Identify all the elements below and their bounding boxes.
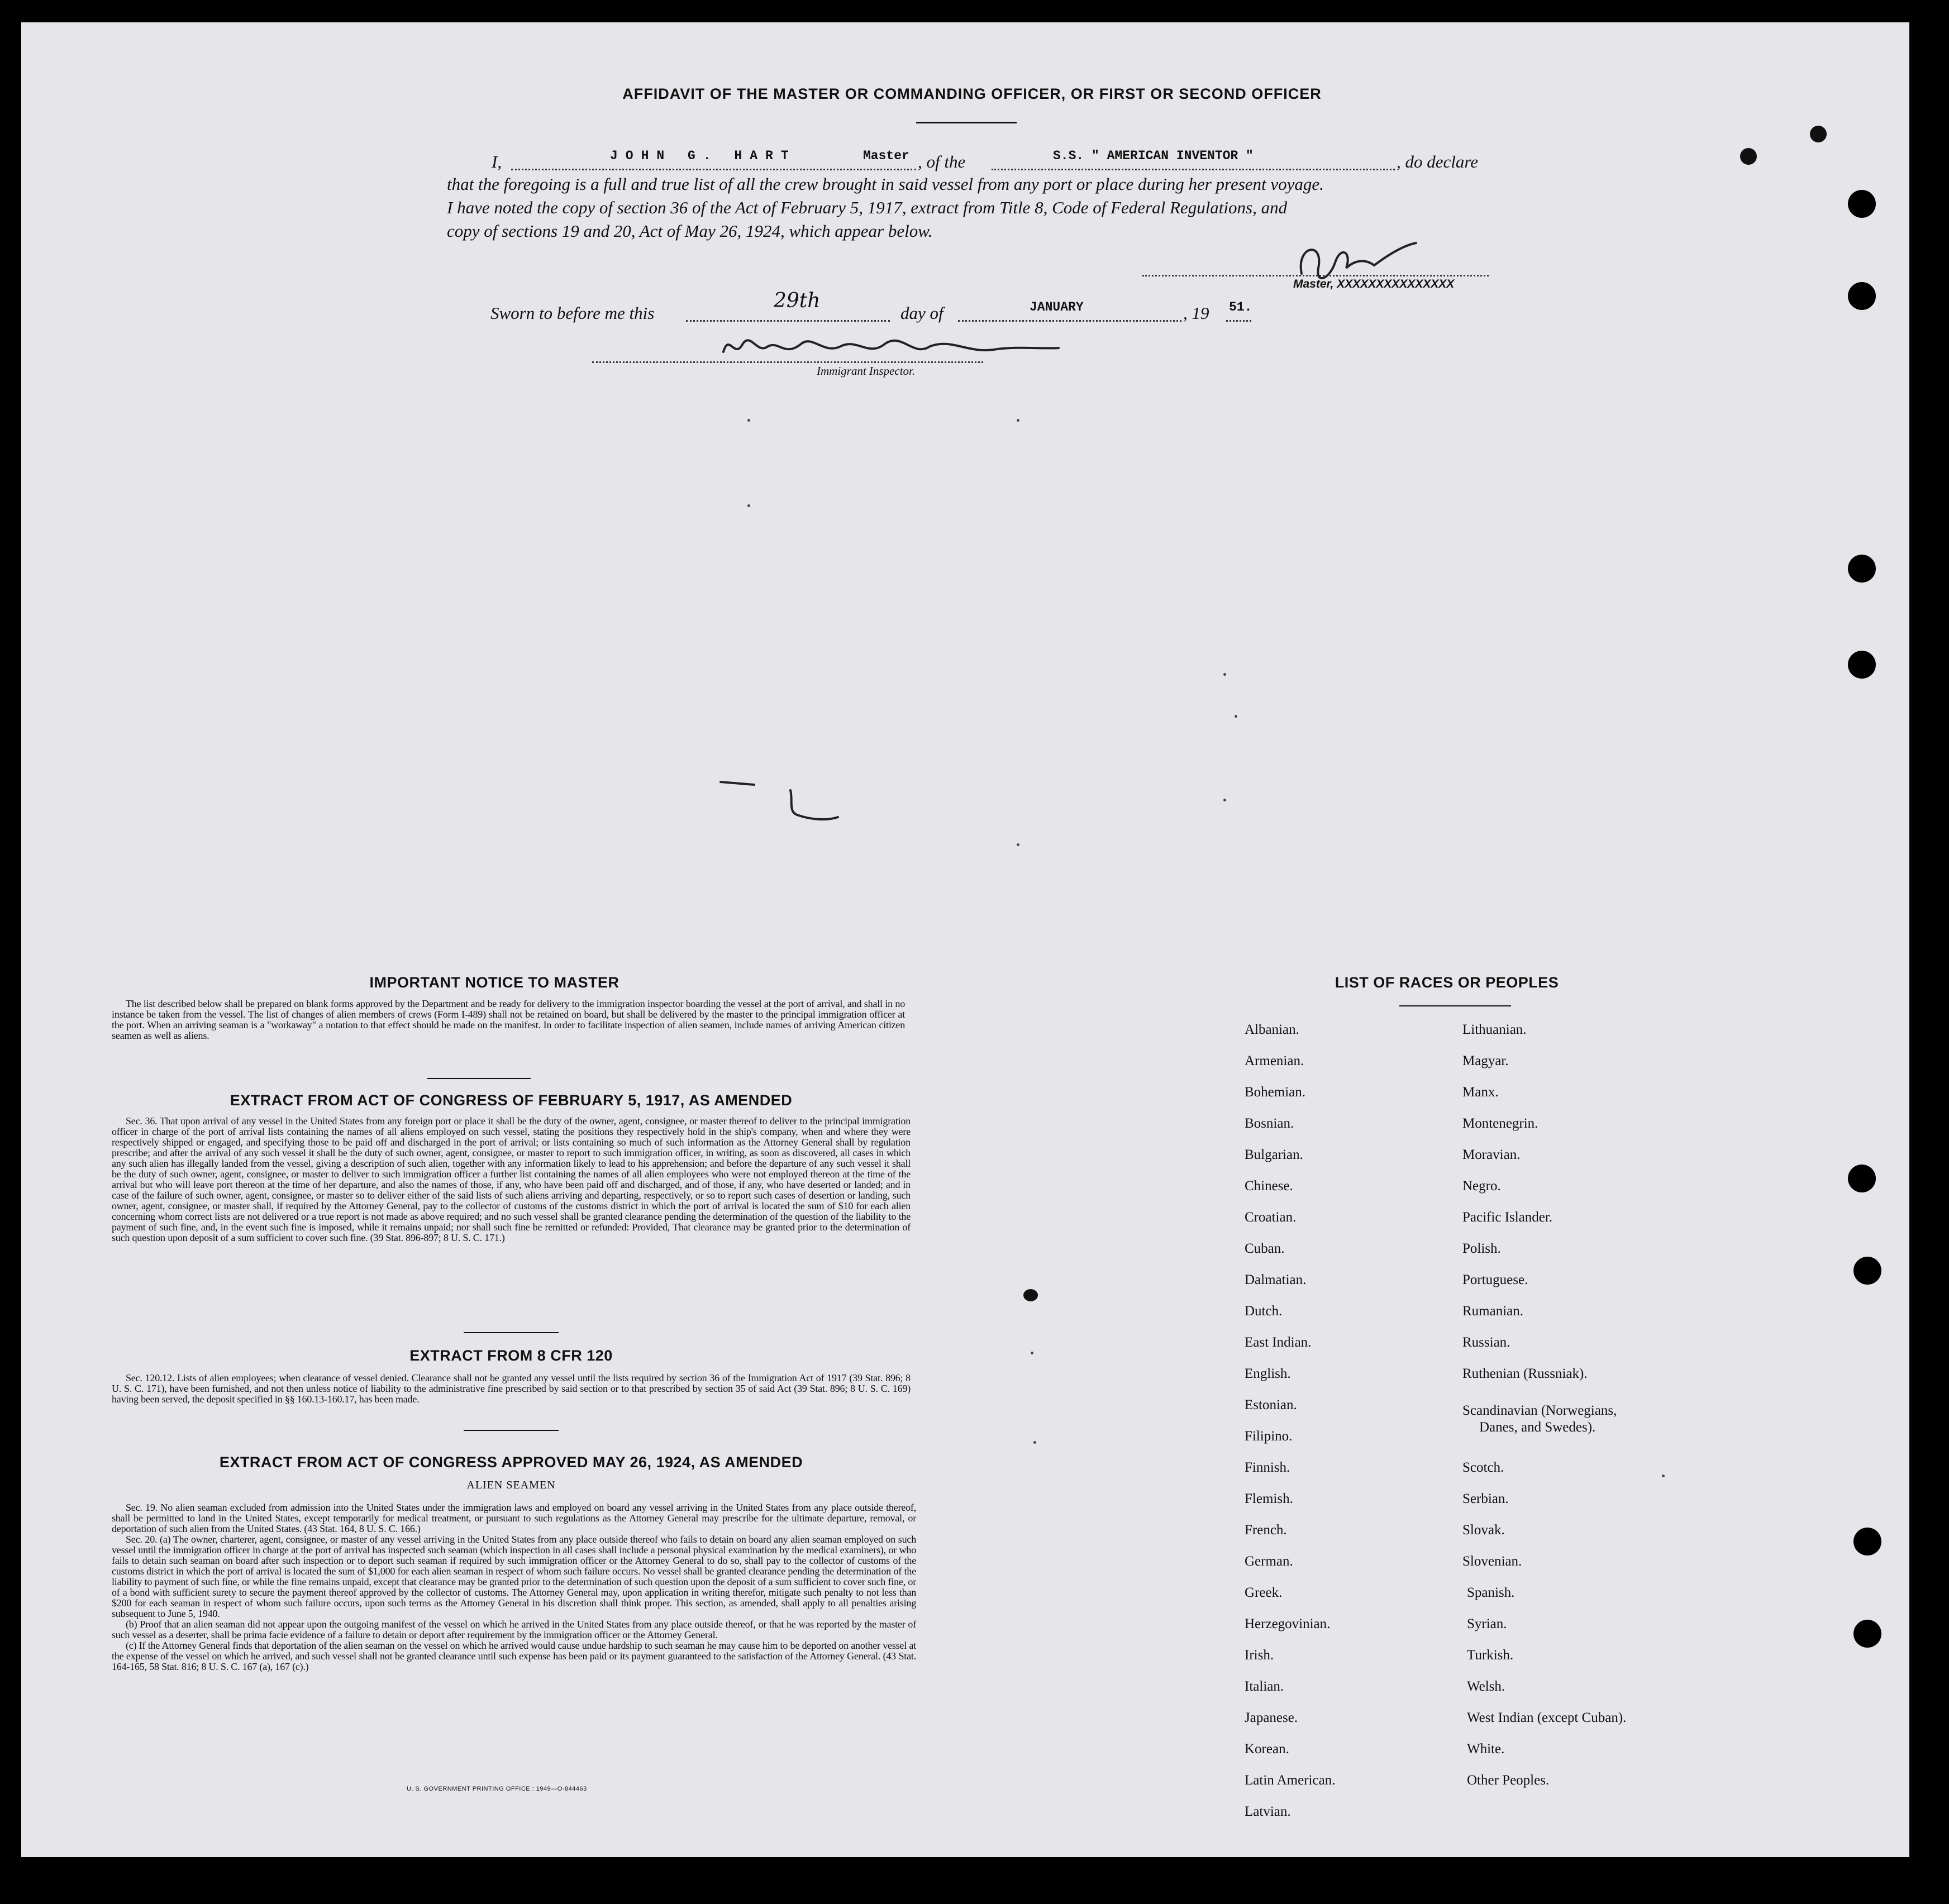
day-of-label: day of xyxy=(900,303,943,323)
race-item: Albanian. xyxy=(1245,1022,1299,1037)
column-dot xyxy=(1017,843,1019,846)
notice-title: IMPORTANT NOTICE TO MASTER xyxy=(369,974,620,991)
column-dot xyxy=(1223,673,1226,676)
extract-1924-paragraph: Sec. 20. (a) The owner, charterer, agent, consignee, or master of any vessel arriving in the United States from any place outside thereof who fails to detain on board any alien seaman employed on such vessel until the immigration officer in charge at the port of arrival has inspected such seaman (which inspection in all cases shall include a personal physical examination by the medical examiners), or who fails to detain such seaman on board after such inspection or to deport such seaman if required by such immigration officer or the Attorney General to do so, shall pay to the collector of customs of the customs district in which the port of arrival is located the sum of $1,000 for each alien seaman in respect of whom such failure occurs. No vessel shall be granted clearance pending the determination of the liability to payment of such fine, or while the fine remains unpaid, except that clearance may be granted prior to the determination of such question upon the deposit of a sum sufficient to cover such fine, or of a bond with sufficient surety to secure the payment thereof approved by the collector of customs. The Attorney General may, upon application in writing therefor, mitigate such penalty to not less than $200 for each seaman in respect of whom such failure occurs, upon such terms as the Attorney General in his discretion shall think proper. This section, as amended, shall apply to all penalties arising subsequent to June 5, 1940. xyxy=(112,1534,916,1619)
race-item: Latin American. xyxy=(1245,1773,1336,1788)
punch-hole xyxy=(1853,1257,1881,1285)
race-item: Moravian. xyxy=(1462,1147,1521,1162)
master-rank: Master xyxy=(863,149,909,163)
race-item: Bosnian. xyxy=(1245,1116,1294,1131)
race-item: Other Peoples. xyxy=(1467,1773,1550,1788)
race-item: Welsh. xyxy=(1467,1679,1505,1694)
race-item: Herzegovinian. xyxy=(1245,1616,1331,1631)
race-item: Lithuanian. xyxy=(1462,1022,1527,1037)
punch-hole xyxy=(1853,1620,1881,1648)
race-item: Bulgarian. xyxy=(1245,1147,1303,1162)
punch-hole xyxy=(1848,651,1876,679)
race-item: Scotch. xyxy=(1462,1460,1504,1475)
extract-1924-paragraph: (c) If the Attorney General finds that deportation of the alien seaman on the vessel on which he arrived would cause undue hardship to such seaman he may cause him to be deported on another vessel at the expense of the vessel on which he arrived, and such vessel shall not be granted clearance until such expense has been paid or its payment guaranteed to the satisfaction of the Attorney General. (43 Stat. 164-165, 58 Stat. 816; 8 U. S. C. 167 (a), 167 (c).) xyxy=(112,1640,916,1672)
do-declare-label: , do declare xyxy=(1397,152,1479,171)
race-item: German. xyxy=(1245,1554,1293,1569)
ink-mark xyxy=(1740,148,1757,165)
race-item: Korean. xyxy=(1245,1741,1289,1757)
race-item: Finnish. xyxy=(1245,1460,1290,1475)
race-item: Montenegrin. xyxy=(1462,1116,1538,1131)
race-item: Syrian. xyxy=(1467,1616,1507,1631)
notice-text xyxy=(112,999,905,1041)
inspector-signature xyxy=(718,327,1064,366)
race-item: Pacific Islander. xyxy=(1462,1210,1553,1225)
column-dot xyxy=(1017,419,1019,422)
inspector-caption: Immigrant Inspector. xyxy=(817,364,916,378)
race-item: Serbian. xyxy=(1462,1491,1509,1506)
races-divider xyxy=(1399,1005,1511,1006)
race-item: Turkish. xyxy=(1467,1648,1514,1663)
race-item: Portuguese. xyxy=(1462,1272,1528,1287)
extract-cfr-paragraph: Sec. 120.12. Lists of alien employees; when clearance of vessel denied. Clearance shall not be granted any vessel until the lists required by section 36 of the Immigration Act of 1917 (39 Stat. 896; 8 U. S. C. 171), have been furnished, and not then unless notice of liability to the administrative fine prescribed by said section or to that prescribed by section 35 of said Act (39 Stat. 896; 8 U. S. C. 169) having been served, the deposit specified in §§ 160.13-160.17, has been made. xyxy=(112,1372,911,1405)
extract-1917-paragraph: Sec. 36. That upon arrival of any vessel in the United States from any foreign port or place it shall be the duty of the owner, agent, consignee, or master thereof to deliver to the principal immigration officer in charge of the port of arrival lists containing the names of all aliens employed on such vessel, stating the positions they respectively hold in the ship's company, when and where they were respectively shipped or engaged, and specifying those to be paid off and discharged in the port of arrival; or lists containing so much of such information as the Attorney General shall by regulation prescribe; and after the arrival of any such vessel it shall be the duty of such owner, agent, consignee, or master to report to such immigration officer, in writing, as soon as discovered, all cases in which any such alien has illegally landed from the vessel, giving a description of such alien, together with any information likely to lead to his apprehension; and before the departure of any such vessel it shall be the duty of such owner, agent, consignee, or master to deliver to such immigration officer a further list containing the names of all alien employees who were not employed thereon at the time of the arrival but who will leave port thereon at the time of her departure, and also the names of those, if any, who have been paid off and discharged, and of those, if any, who have deserted or landed; and in case of the failure of such owner, agent, consignee, or master so to deliver either of the said lists of such aliens arriving and departing, respectively, or so to report such cases of desertion or landing, such owner, agent, consignee, or master shall, if required by the Attorney General, pay to the collector of customs of the customs district in which the port of arrival is located the sum of $10 for each alien concerning whom correct lists are not delivered or a true report is not made as above required; and no such vessel shall be granted clearance pending the determination of the question of the liability to the payment of such fine, and, in the event such fine is imposed, while it remains unpaid; nor shall such fine be remitted or refunded: Provided, That clearance may be granted prior to the determination of such question upon deposit of a sum sufficient to cover such fine. (39 Stat. 896-897; 8 U. S. C. 171.) xyxy=(112,1115,911,1243)
race-item: Chinese. xyxy=(1245,1178,1293,1194)
day-blank xyxy=(686,320,890,322)
extract-1924-paragraph: Sec. 19. No alien seaman excluded from admission into the United States under the immigration laws and employed on board any vessel arriving in the United States from any place outside thereof, shall be permitted to land in the United States, except temporarily for medical treatment, or pursuant to such regulations as the Attorney General may prescribe for the ultimate departure, removal, or deportation of such alien from the United States. (43 Stat. 164, 8 U. S. C. 166.) xyxy=(112,1502,916,1534)
race-item: White. xyxy=(1467,1741,1505,1757)
race-item: Magyar. xyxy=(1462,1053,1509,1068)
extract-1924-title: EXTRACT FROM ACT OF CONGRESS APPROVED MAY 26, 1924, AS AMENDED xyxy=(219,1454,803,1471)
race-item: Slovak. xyxy=(1462,1523,1505,1538)
race-item: Scandinavian (Norwegians, xyxy=(1462,1403,1617,1418)
race-item: Russian. xyxy=(1462,1335,1510,1350)
race-item: Spanish. xyxy=(1467,1585,1515,1600)
punch-hole xyxy=(1848,555,1876,583)
vessel-blank xyxy=(992,169,1395,170)
race-item: Manx. xyxy=(1462,1085,1499,1100)
column-dot xyxy=(747,419,750,422)
race-item: Dutch. xyxy=(1245,1304,1283,1319)
race-item: East Indian. xyxy=(1245,1335,1312,1350)
race-item: Estonian. xyxy=(1245,1397,1297,1413)
race-item: Cuban. xyxy=(1245,1241,1285,1256)
extract-1917-text xyxy=(112,1116,911,1243)
punch-hole xyxy=(1848,190,1876,218)
column-dot xyxy=(1235,715,1237,718)
race-item: French. xyxy=(1245,1523,1287,1538)
race-item: Ruthenian (Russniak). xyxy=(1462,1366,1588,1381)
column-dot xyxy=(1031,1352,1033,1354)
inspector-signature-line xyxy=(592,361,983,363)
column-dot xyxy=(1662,1474,1665,1477)
month-blank xyxy=(958,320,1181,322)
race-item: Greek. xyxy=(1245,1585,1283,1600)
race-item: Italian. xyxy=(1245,1679,1284,1694)
extract-cfr-text xyxy=(112,1373,911,1405)
race-item: English. xyxy=(1245,1366,1291,1381)
master-signature-caption: Master, XXXXXXXXXXXXXXX xyxy=(1293,278,1455,290)
sworn-day-handwritten: 29th xyxy=(774,289,821,312)
sworn-year: 51. xyxy=(1229,300,1252,314)
master-name: JOHN G. HART xyxy=(610,149,797,163)
race-item: Negro. xyxy=(1462,1178,1501,1194)
race-item: Armenian. xyxy=(1245,1053,1304,1068)
name-blank xyxy=(511,169,916,170)
ink-mark xyxy=(1023,1289,1038,1301)
column-dot xyxy=(1223,799,1226,801)
race-item: Flemish. xyxy=(1245,1491,1293,1506)
vessel-name: S.S. " AMERICAN INVENTOR " xyxy=(1053,149,1254,163)
extract-1917-title: EXTRACT FROM ACT OF CONGRESS OF FEBRUARY 5, 1917, AS AMENDED xyxy=(230,1092,793,1109)
punch-hole xyxy=(1853,1528,1881,1555)
race-item: Bohemian. xyxy=(1245,1085,1306,1100)
declaration-line-2: that the foregoing is a full and true list of all the crew brought in said vessel from any port or place during her present voyage. xyxy=(447,174,1324,194)
race-item: Danes, and Swedes). xyxy=(1479,1420,1596,1435)
declaration-line-4: copy of sections 19 and 20, Act of May 26, 1924, which appear below. xyxy=(447,221,933,241)
extract-cfr-divider xyxy=(464,1430,559,1431)
notice-divider xyxy=(427,1078,531,1079)
title-divider xyxy=(916,122,1017,123)
extract-1924-subtitle: ALIEN SEAMEN xyxy=(466,1479,556,1491)
race-item: Japanese. xyxy=(1245,1710,1298,1725)
punch-hole xyxy=(1848,282,1876,310)
year-blank xyxy=(1226,320,1251,322)
race-item: Rumanian. xyxy=(1462,1304,1524,1319)
race-item: Polish. xyxy=(1462,1241,1501,1256)
stray-mark xyxy=(715,774,849,824)
sworn-month: JANUARY xyxy=(1030,300,1084,314)
i-label: I, xyxy=(492,152,502,171)
race-item: Dalmatian. xyxy=(1245,1272,1307,1287)
affidavit-title: AFFIDAVIT OF THE MASTER OR COMMANDING OFFICER, OR FIRST OR SECOND OFFICER xyxy=(622,85,1322,102)
declaration-line-3: I have noted the copy of section 36 of the Act of February 5, 1917, extract from Title 8, Code of Federal Regulations, and xyxy=(447,198,1288,217)
race-item: Croatian. xyxy=(1245,1210,1297,1225)
race-item: West Indian (except Cuban). xyxy=(1467,1710,1627,1725)
notice-paragraph: The list described below shall be prepared on blank forms approved by the Department and be ready for delivery to the immigration inspector boarding the vessel at the port of arrival, and shall in no instance be taken from the vessel. The list of changes of alien members of crews (Form I-489) shall not be retained on board, but shall be delivered by the master to the principal immigration officer at the port. When an arriving seaman is a "workaway" a notation to that effect should be made on the manifest. In order to facilitate inspection of alien seamen, include names of arriving American citizen seamen as well as aliens. xyxy=(112,998,905,1041)
race-item: Latvian. xyxy=(1245,1804,1291,1819)
punch-hole xyxy=(1848,1165,1876,1192)
extract-1917-divider xyxy=(464,1332,559,1333)
race-item: Irish. xyxy=(1245,1648,1274,1663)
race-item: Filipino. xyxy=(1245,1429,1293,1444)
column-dot xyxy=(1033,1441,1036,1444)
extract-cfr-title: EXTRACT FROM 8 CFR 120 xyxy=(409,1347,613,1364)
extract-1924-paragraph: (b) Proof that an alien seaman did not appear upon the outgoing manifest of the vessel on which he arrived in the United States from any place outside thereof, or that he was reported by the master of such vessel as a deserter, shall be prima facie evidence of a failure to detain or deport after requirement by the immigration officer or the Attorney General. xyxy=(112,1619,916,1640)
year-prefix: , 19 xyxy=(1183,303,1209,323)
sworn-prefix: Sworn to before me this xyxy=(490,303,655,323)
races-title: LIST OF RACES OR PEOPLES xyxy=(1335,974,1559,991)
column-dot xyxy=(747,504,750,507)
of-the-label: , of the xyxy=(918,152,966,171)
extract-1924-text xyxy=(112,1502,916,1672)
race-item: Slovenian. xyxy=(1462,1554,1522,1569)
gpo-imprint: U. S. GOVERNMENT PRINTING OFFICE : 1949—O-844463 xyxy=(407,1786,587,1792)
ink-mark xyxy=(1810,126,1827,142)
